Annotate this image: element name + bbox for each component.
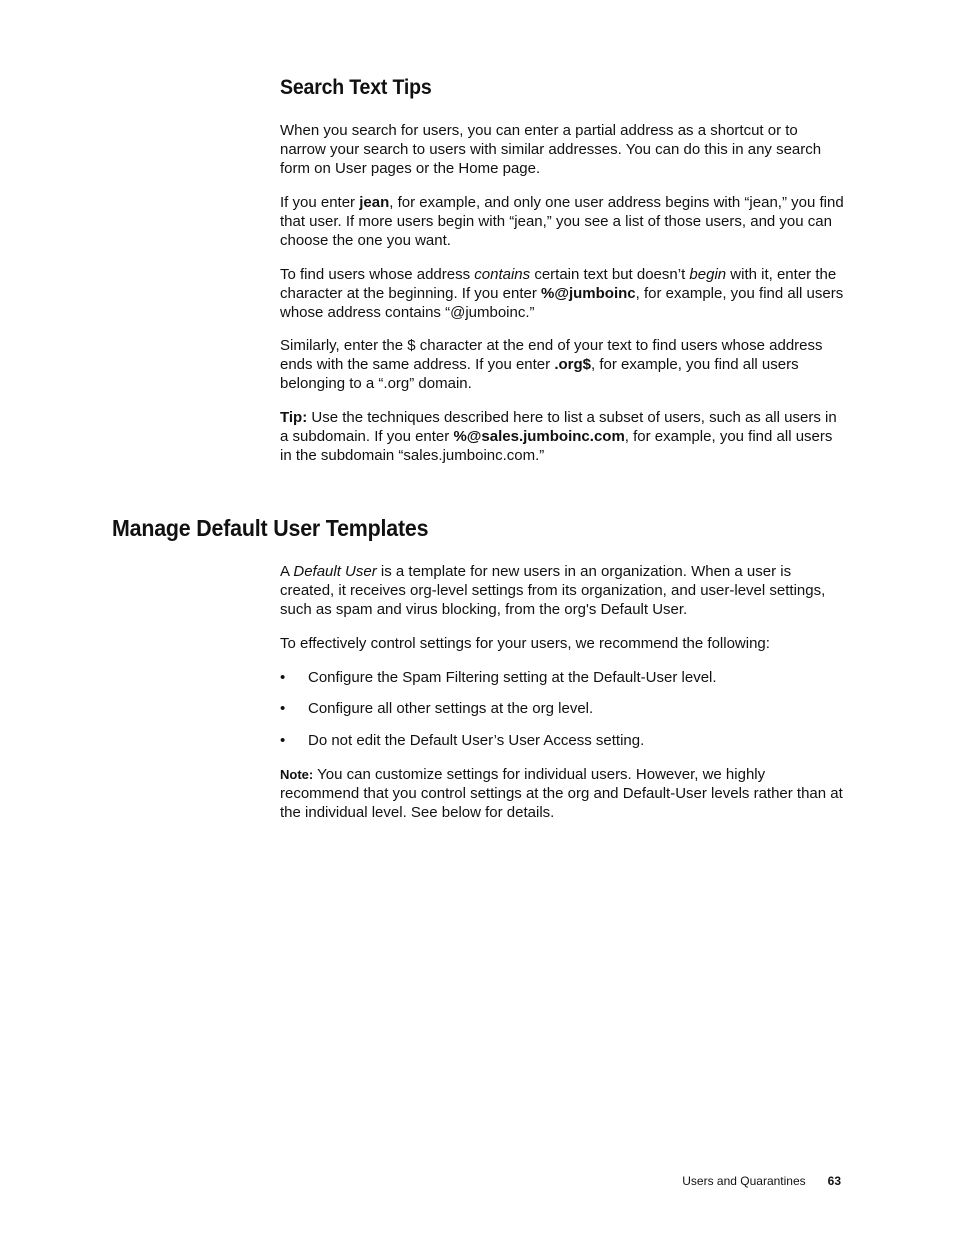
footer-chapter-title: Users and Quarantines [682, 1174, 806, 1188]
paragraph-jean-example [280, 193, 845, 250]
italic-term: Default User [293, 563, 377, 580]
bold-example: %@sales.jumboinc.com [453, 428, 625, 445]
paragraph-recommend: To effectively control settings for your users, we recommend the following: [280, 635, 770, 652]
text: If you enter [280, 194, 360, 211]
note-label: Note: [280, 767, 314, 782]
text: You can customize settings for individual users. However, we highly recommend that you control settings at the org and Default-User levels rather than at the individual level. See below for details. [280, 766, 843, 821]
list-item-text: Configure the Spam Filtering setting at the Default-User level. [308, 669, 717, 686]
paragraph-intro: When you search for users, you can enter a partial address as a shortcut or to narrow your search to users with similar addresses. You can do this in any search form on User pages or the Home page. [280, 122, 822, 177]
text: is a template for new users in an organization. When a user is created, it receives org-level settings from its organization, and user-level settings, such as spam and virus blocking, from the org's Default User. [280, 563, 826, 618]
bold-example: jean [359, 194, 390, 211]
tip-label: Tip: [280, 409, 308, 426]
text: Similarly, enter the $ character at the end of your text to find users whose address ends with the same address. If you enter [280, 337, 823, 373]
text: with it, enter the character at the beginning. If you enter [280, 266, 853, 302]
list-item-text: Configure all other settings at the org level. [308, 700, 594, 717]
bullet-icon: • [280, 669, 286, 686]
bullet-icon: • [280, 732, 286, 749]
text: , for example, you find all users whose address contains “@jumboinc.” [280, 285, 844, 321]
page-footer [600, 1174, 841, 1188]
paragraph-ends-with [280, 336, 845, 393]
list-item-text: Do not edit the Default User’s User Access setting. [308, 732, 645, 749]
section-heading-manage-default-user-templates: Manage Default User Templates [112, 515, 429, 541]
text: , for example, you find all users belonging to a “.org” domain. [280, 356, 799, 392]
text: A [280, 563, 294, 580]
paragraph-default-user [280, 562, 845, 619]
italic-term: begin [689, 266, 727, 283]
text: , for example, you find all users in the subdomain “sales.jumboinc.com.” [280, 428, 833, 464]
bold-example: .org$ [554, 356, 592, 373]
italic-term: contains [474, 266, 531, 283]
text: certain text but doesn’t [530, 266, 690, 283]
text: Use the techniques described here to list a subset of users, such as all users in a subdomain. If you enter [280, 409, 837, 445]
text: , for example, and only one user address begins with “jean,” you find that user. If more users begin with “jean,” you see a list of those users, and you can choose the one you want. [280, 194, 844, 249]
tip-paragraph [280, 408, 845, 465]
section-heading-search-text-tips: Search Text Tips [280, 76, 432, 99]
paragraph-contains [280, 265, 853, 322]
note-paragraph [280, 765, 845, 822]
text: To find users whose address [280, 266, 475, 283]
bullet-icon: • [280, 700, 286, 717]
page-number: 63 [827, 1174, 841, 1188]
bold-example: %@jumboinc [541, 285, 636, 302]
